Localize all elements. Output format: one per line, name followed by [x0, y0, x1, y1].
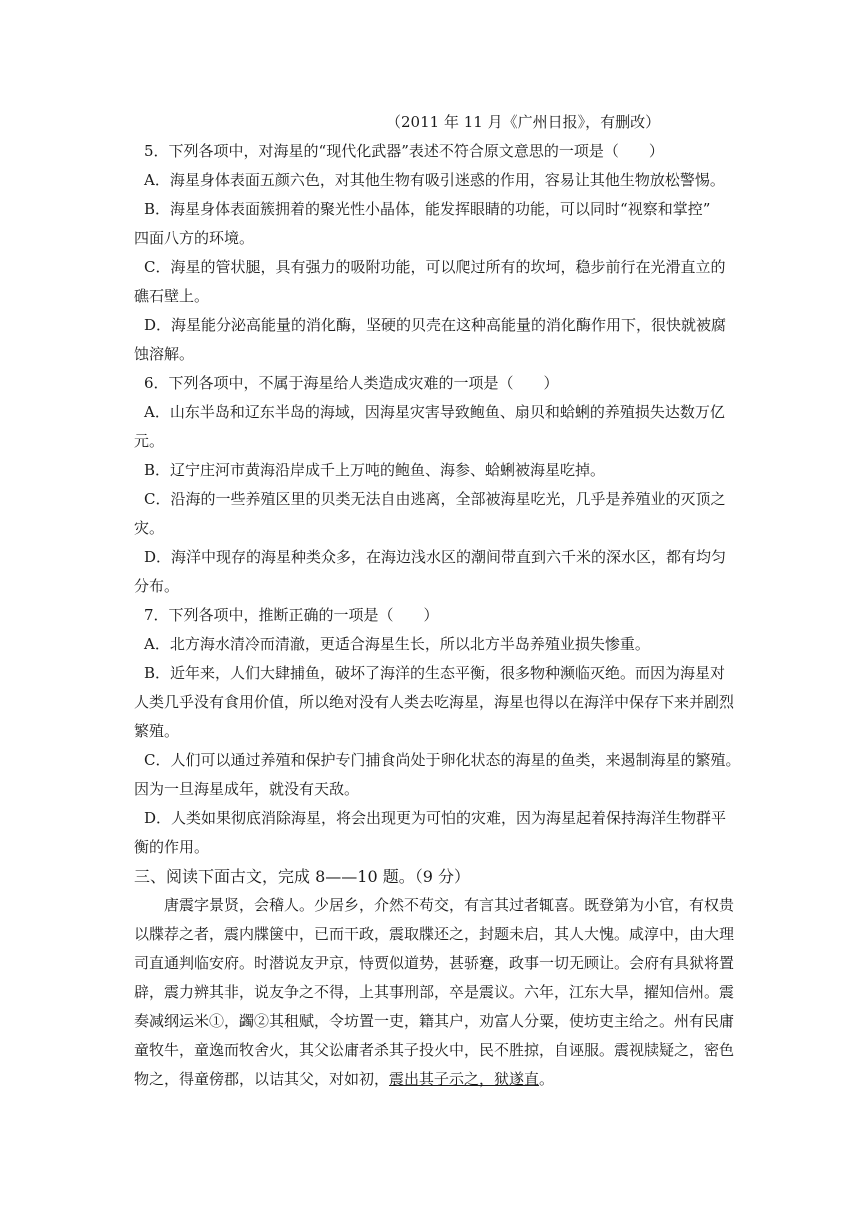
passage-line-7 [134, 1065, 742, 1094]
question-7-stem: 7．下列各项中，推断正确的一项是（ ） [144, 606, 439, 624]
question-7-option-c: C．人们可以通过养殖和保护专门捕食尚处于卵化状态的海星的鱼类，来遏制海星的繁殖。 [144, 751, 741, 769]
question-5-stem: 5．下列各项中，对海星的“现代化武器”表述不符合原文意思的一项是（ ） [144, 142, 664, 160]
question-5-option-d-cont: 蚀溶解。 [134, 345, 195, 363]
question-6-option-c-cont: 灾。 [134, 519, 165, 537]
question-6-option-a-cont: 元。 [134, 432, 165, 450]
question-5-option-d: D．海星能分泌高能量的消化酶，坚硬的贝壳在这种高能量的消化酶作用下，很快就被腐 [144, 316, 727, 334]
passage-line-2: 以牒荐之者，震内牒箧中，已而干政，震取牒还之，封题未启，其人大愧。咸淳中，由大理 [134, 925, 735, 943]
question-5-option-b: B．海星身体表面簇拥着的聚光性小晶体，能发挥眼睛的功能，可以同时“视察和掌控” [144, 200, 711, 218]
question-7-option-c-cont: 因为一旦海星成年，就没有天敌。 [134, 780, 360, 798]
question-7-option-a: A．北方海水清冷而清澈，更适合海星生长，所以北方半岛养殖业损失惨重。 [144, 635, 650, 653]
question-7-option-b: B．近年来，人们大肆捕鱼，破坏了海洋的生态平衡，很多物种濒临灭绝。而因为海星对 [144, 664, 726, 682]
question-5-option-c-cont: 礁石壁上。 [134, 287, 210, 305]
question-5-option-a: A．海星身体表面五颜六色，对其他生物有吸引迷惑的作用，容易让其他生物放松警惕。 [144, 171, 725, 189]
passage-line-1: 唐震字景贤，会稽人。少居乡，介然不苟交，有言其过者辄喜。既登第为小官，有权贵 [164, 896, 735, 914]
question-6-option-c: C．沿海的一些养殖区里的贝类无法自由逃离，全部被海星吃光，几乎是养殖业的灭顶之 [144, 490, 726, 508]
question-6-option-a: A．山东半岛和辽东半岛的海域，因海星灾害导致鲍鱼、扇贝和蛤蜊的养殖损失达数万亿 [144, 403, 725, 421]
question-7-option-b-cont2: 繁殖。 [134, 722, 180, 740]
question-7-option-d: D．人类如果彻底消除海星，将会出现更为可怕的灾难，因为海星起着保持海洋生物群平 [144, 809, 727, 827]
document-body [134, 108, 742, 1094]
passage-line-7-text: 物之，得童傍郡，以诘其父，对如初， [134, 1070, 390, 1088]
passage-line-3: 司直通判临安府。时潜说友尹京，恃贾似道势，甚骄蹇，政事一切无顾让。会府有具狱将置 [134, 954, 735, 972]
question-5-option-c: C．海星的管状腿，具有强力的吸附功能，可以爬过所有的坎坷，稳步前行在光滑直立的 [144, 258, 726, 276]
question-7-option-b-cont: 人类几乎没有食用价值，所以绝对没有人类去吃海星，海星也得以在海洋中保存下来并剧烈 [134, 693, 735, 711]
source-citation: （2011 年 11 月《广州日报》，有删改） [386, 113, 661, 131]
passage-line-5: 奏减纲运米①，蠲②其租赋，令坊置一吏，籍其户，劝富人分粟，使坊吏主给之。州有民庸 [134, 1012, 735, 1030]
section-3-heading: 三、阅读下面古文，完成 8——10 题。（9 分） [134, 867, 470, 886]
question-6-option-d-cont: 分布。 [134, 577, 180, 595]
question-5-option-b-cont: 四面八方的环境。 [134, 229, 255, 247]
passage-line-6: 童牧牛，童逸而牧舍火，其父讼庸者杀其子投火中，民不胜掠，自诬服。震视牍疑之，密色 [134, 1041, 735, 1059]
question-6-stem: 6．下列各项中，不属于海星给人类造成灾难的一项是（ ） [144, 374, 559, 392]
question-6-option-d: D．海洋中现存的海星种类众多，在海边浅水区的潮间带直到六千米的深水区，都有均匀 [144, 548, 727, 566]
question-7-option-d-cont: 衡的作用。 [134, 838, 210, 856]
question-6-option-b: B．辽宁庄河市黄海沿岸成千上万吨的鲍鱼、海参、蛤蜊被海星吃掉。 [144, 461, 606, 479]
passage-line-4: 辟，震力辨其非，说友争之不得，上其事刑部，卒是震议。六年，江东大旱，擢知信州。震 [134, 983, 735, 1001]
underlined-sentence: 震出其子示之，狱遂直 [389, 1070, 540, 1088]
passage-line-7-end: 。 [539, 1070, 555, 1088]
